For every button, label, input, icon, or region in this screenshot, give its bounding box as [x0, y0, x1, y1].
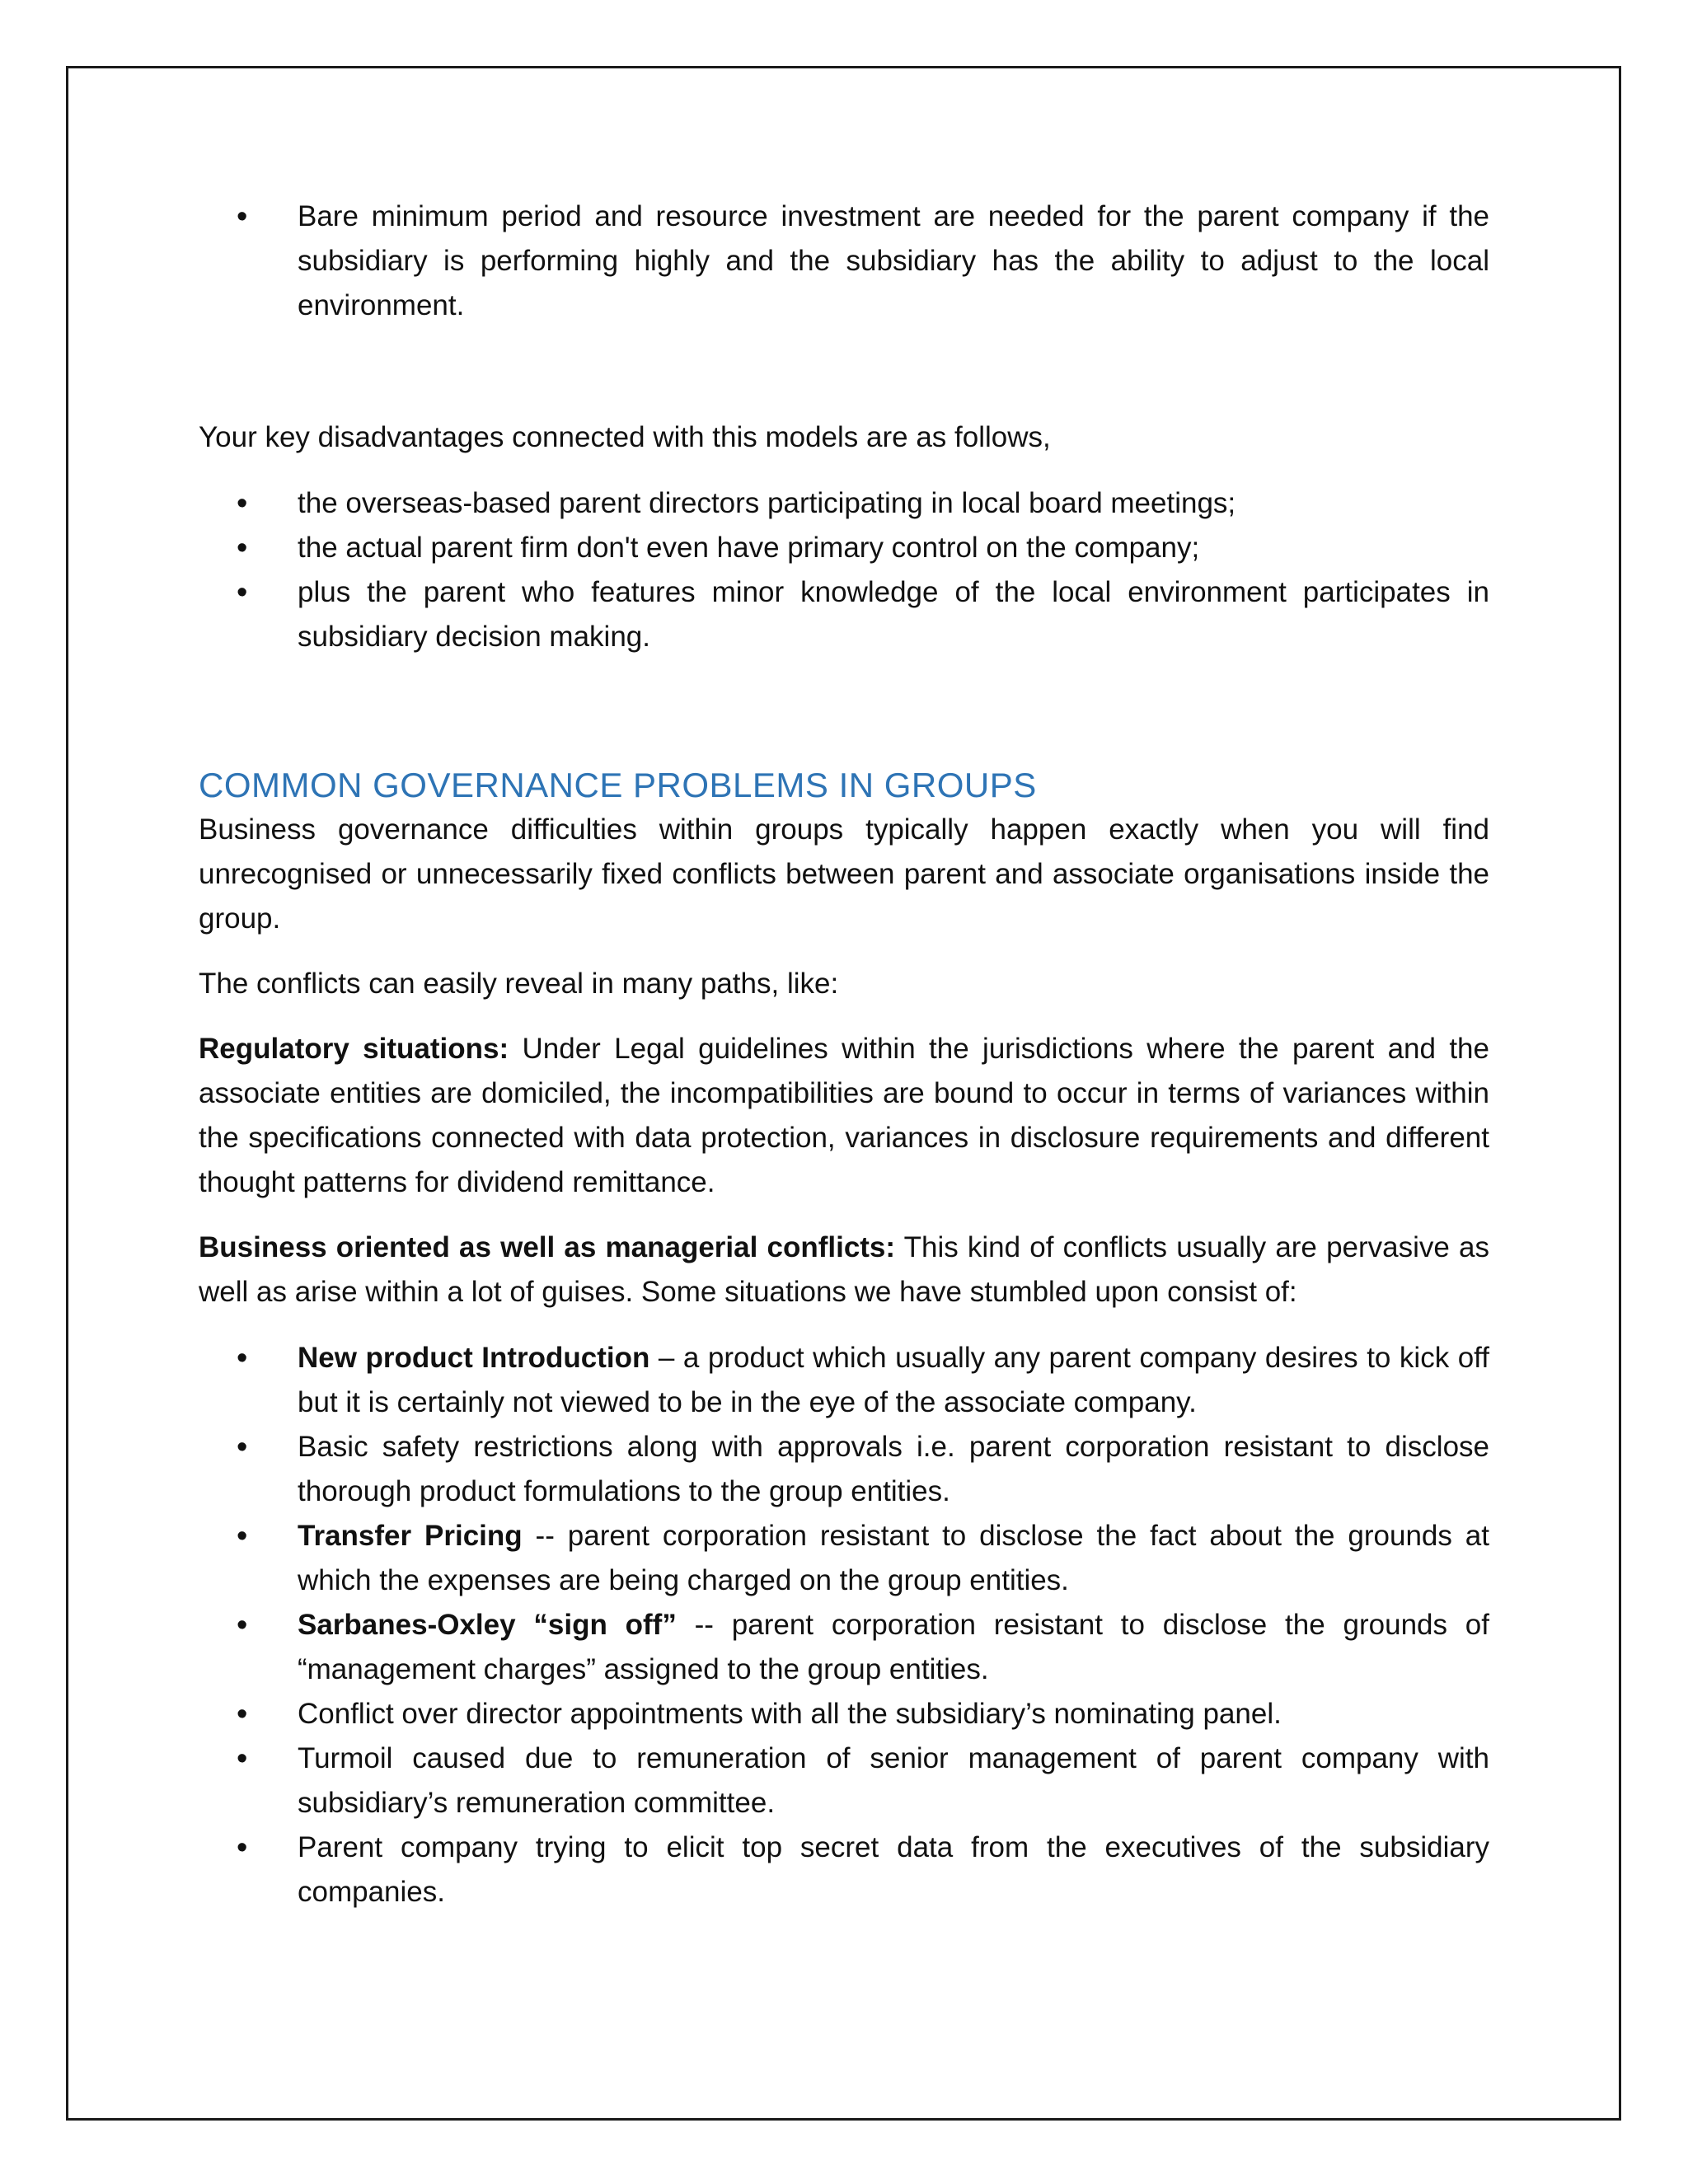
item-label: Sarbanes-Oxley “sign off” — [298, 1609, 677, 1641]
item-text: Conflict over director appointments with all the subsidiary’s nominating panel. — [298, 1698, 1282, 1730]
document-body — [199, 194, 1489, 1915]
list-item — [199, 1425, 1489, 1514]
regulatory-text: Under Legal guidelines within the jurisdictions where the parent and the associate entities are domiciled, the incompatibilities are bound to occur in terms of variances within the specifications connected with data protection, variances in disclosure requirements and different thought patterns for dividend remittance. — [199, 1033, 1489, 1198]
item-label: Transfer Pricing — [298, 1520, 523, 1552]
list-item — [199, 1603, 1489, 1692]
governance-intro: Business governance difficulties within groups typically happen exactly when you will find unrecognised or unnecessarily fixed conflicts between parent and associate organisations inside the group. — [199, 813, 1489, 935]
item-text: Basic safety restrictions along with approvals i.e. parent corporation resistant to disclose thorough product formulations to the group entities. — [298, 1431, 1489, 1507]
conflict-examples-list — [199, 1336, 1489, 1915]
list-item-text: plus the parent who features minor knowledge of the local environment participates in subsidiary decision making. — [298, 576, 1489, 653]
list-item-text: the overseas-based parent directors participating in local board meetings; — [298, 487, 1236, 519]
advantages-list — [199, 194, 1489, 328]
item-text: Turmoil caused due to remuneration of senior management of parent company with subsidiary’s remuneration committee. — [298, 1742, 1489, 1819]
item-text: – a product which usually any parent company desires to kick off but it is certainly not viewed to be in the eye of the associate company. — [298, 1342, 1489, 1418]
list-item — [199, 481, 1489, 526]
list-item — [199, 1514, 1489, 1603]
disadvantages-intro: Your key disadvantages connected with this models are as follows, — [199, 421, 1051, 453]
business-paragraph — [199, 1226, 1489, 1315]
business-label: Business oriented as well as managerial conflicts: — [199, 1231, 896, 1263]
regulatory-paragraph — [199, 1027, 1489, 1205]
list-item — [199, 570, 1489, 659]
list-item-text: the actual parent firm don't even have primary control on the company; — [298, 532, 1200, 564]
business-text: This kind of conflicts usually are pervasive as well as arise within a lot of guises. Some situations we have stumbled upon consist of: — [199, 1231, 1489, 1308]
regulatory-label: Regulatory situations: — [199, 1033, 509, 1065]
list-item — [199, 526, 1489, 570]
section-heading: COMMON GOVERNANCE PROBLEMS IN GROUPS — [199, 766, 1037, 804]
disadvantages-list — [199, 481, 1489, 659]
item-text: -- parent corporation resistant to disclose the fact about the grounds at which the expenses are being charged on the group entities. — [298, 1520, 1489, 1596]
conflicts-intro: The conflicts can easily reveal in many paths, like: — [199, 968, 839, 1000]
list-item — [199, 1692, 1489, 1736]
item-text: Parent company trying to elicit top secret data from the executives of the subsidiary companies. — [298, 1831, 1489, 1908]
list-item-text: Bare minimum period and resource investment are needed for the parent company if the subsidiary is performing highly and the subsidiary has the ability to adjust to the local environment. — [298, 200, 1489, 321]
list-item — [199, 1825, 1489, 1915]
list-item — [199, 1736, 1489, 1825]
item-text: -- parent corporation resistant to disclose the grounds of “management charges” assigned to the group entities. — [298, 1609, 1489, 1685]
item-label: New product Introduction — [298, 1342, 650, 1374]
list-item — [199, 194, 1489, 328]
list-item — [199, 1336, 1489, 1425]
